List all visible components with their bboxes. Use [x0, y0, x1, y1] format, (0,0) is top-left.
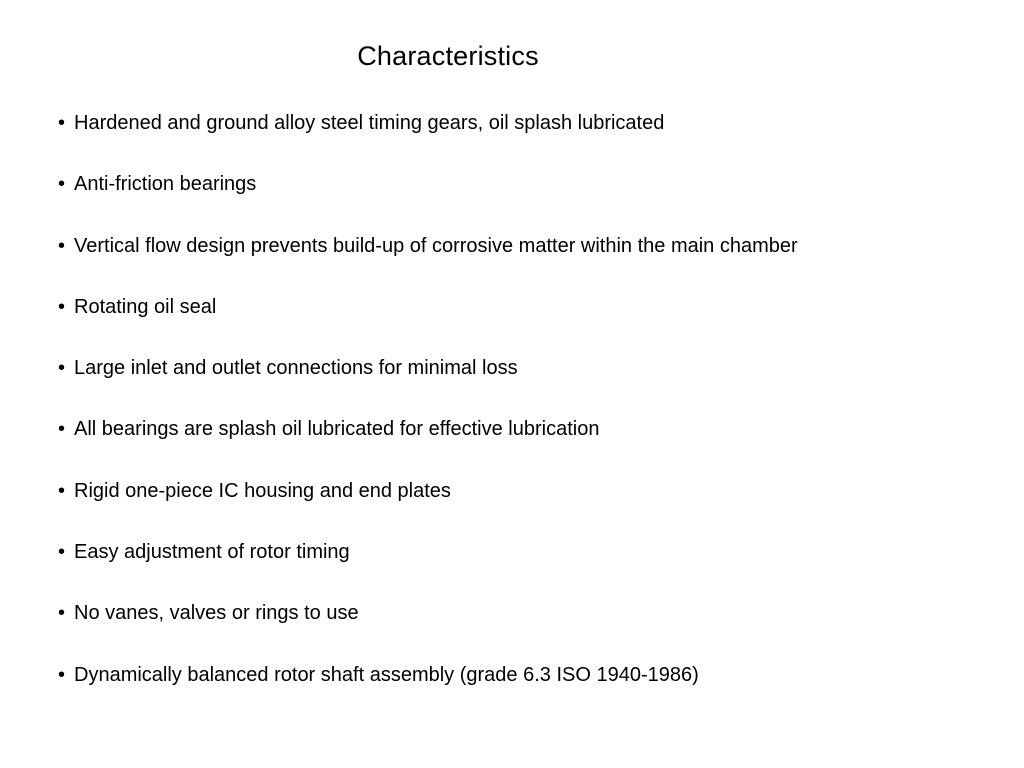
bullet-item-5	[58, 353, 1008, 414]
bullet-item-2	[58, 169, 1008, 230]
bullet-item-10	[58, 660, 1008, 721]
bullet-text: Vertical flow design prevents build-up of corrosive matter within the main chamber	[74, 234, 798, 257]
bullet-text: Anti-friction bearings	[74, 173, 257, 196]
bullet-text: Hardened and ground alloy steel timing gears, oil splash lubricated	[74, 112, 665, 134]
bullet-item-6	[58, 414, 1008, 475]
bullet-icon: •	[58, 173, 66, 196]
bullet-icon: •	[58, 357, 66, 380]
bullet-text: Easy adjustment of rotor timing	[74, 541, 350, 564]
bullet-icon: •	[58, 234, 66, 257]
bullet-text: Large inlet and outlet connections for minimal loss	[74, 357, 518, 380]
bullet-item-9	[58, 598, 1008, 659]
bullet-icon: •	[58, 663, 66, 686]
bullet-item-1	[58, 108, 1008, 169]
bullet-icon: •	[58, 112, 66, 134]
bullet-icon: •	[58, 418, 66, 441]
bullet-item-8	[58, 537, 1008, 598]
bullet-icon: •	[58, 479, 66, 502]
bullet-item-7	[58, 476, 1008, 537]
bullet-text: Rotating oil seal	[74, 295, 217, 318]
bullet-icon: •	[58, 541, 66, 564]
bullet-text: No vanes, valves or rings to use	[74, 602, 359, 625]
bullet-list	[58, 108, 1008, 721]
bullet-text: All bearings are splash oil lubricated for effective lubrication	[74, 418, 600, 441]
bullet-icon: •	[58, 295, 66, 318]
bullet-icon: •	[58, 602, 66, 625]
bullet-item-3	[58, 231, 1008, 292]
slide-title: Characteristics	[357, 41, 539, 71]
bullet-text: Dynamically balanced rotor shaft assembly (grade 6.3 ISO 1940-1986)	[74, 663, 699, 686]
bullet-item-4	[58, 292, 1008, 353]
bullet-text: Rigid one-piece IC housing and end plates	[74, 479, 451, 502]
